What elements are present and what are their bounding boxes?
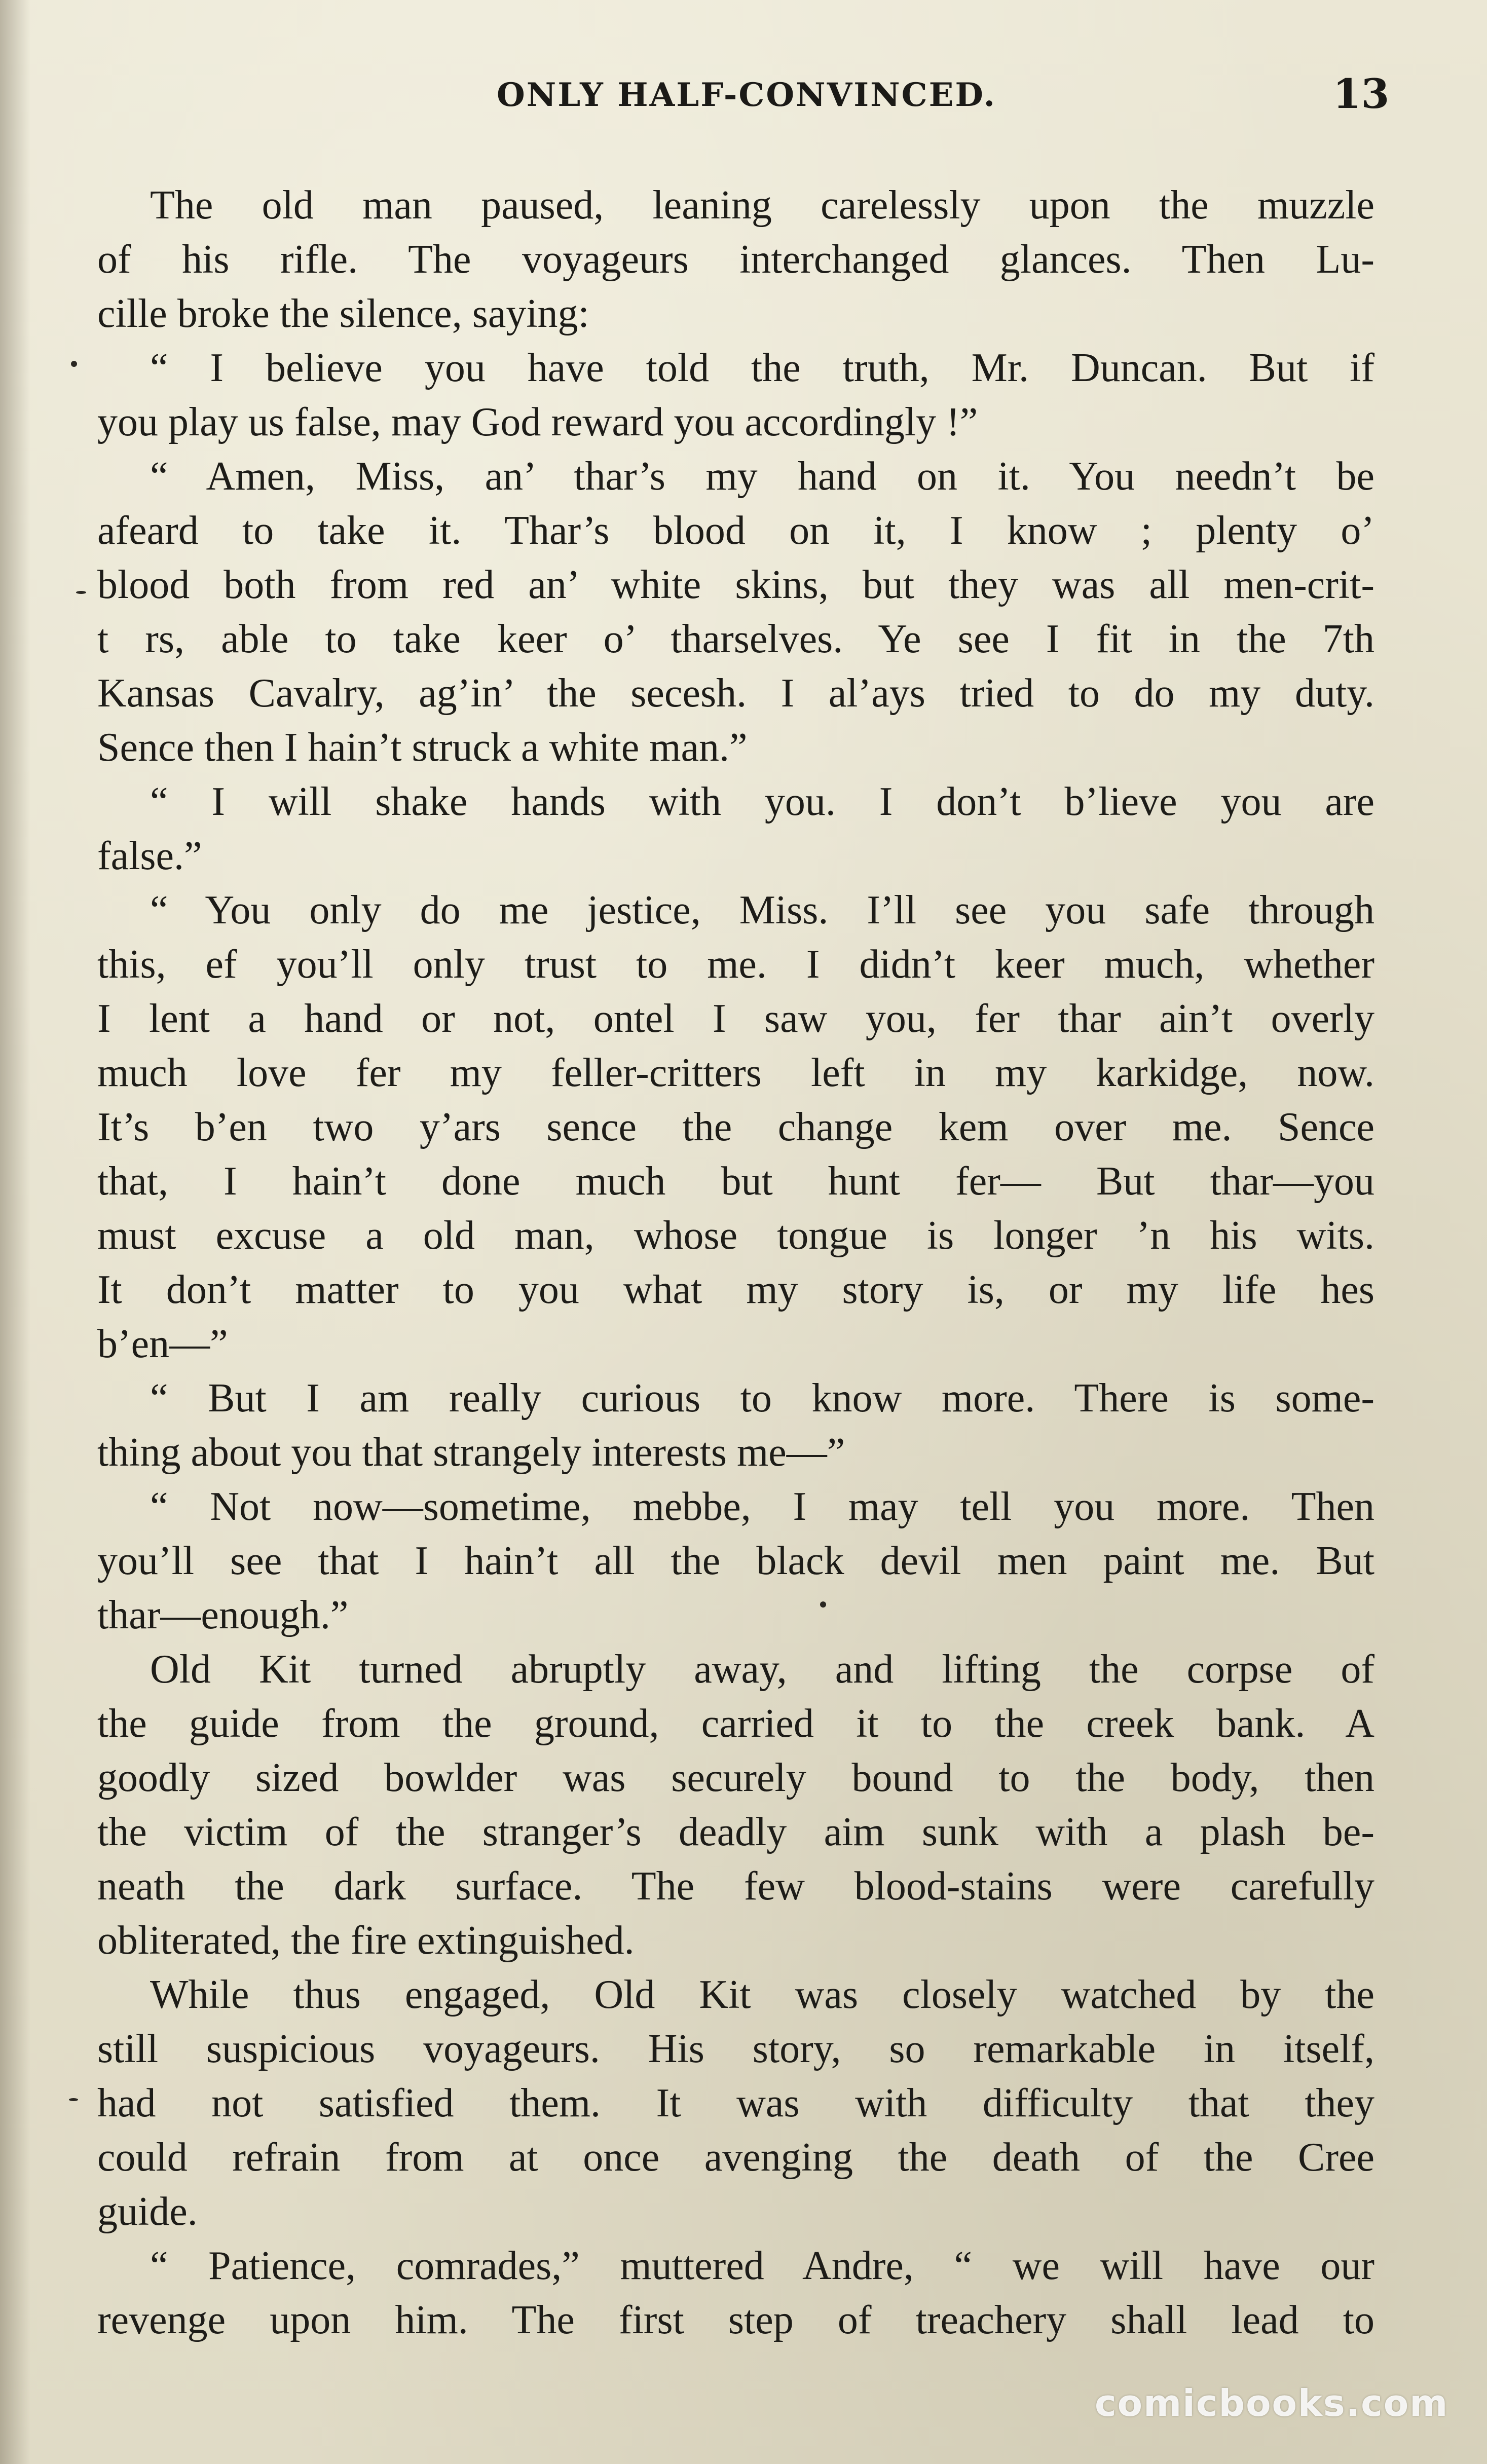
text-line: that, I hain’t done much but hunt fer— But thar—you <box>97 1159 1374 1204</box>
text-line: It’s b’en two y’ars sence the change kem over me. Sence <box>97 1105 1374 1149</box>
text-line: Kansas Cavalry, ag’in’ the secesh. I al’ays tried to do my duty. <box>97 671 1374 716</box>
text-line: Sence then I hain’t struck a white man.” <box>97 725 748 770</box>
text-line: revenge upon him. The first step of treachery shall lead to <box>97 2298 1374 2342</box>
page-edge-shadow <box>0 0 30 2464</box>
text-line: this, ef you’ll only trust to me. I didn’t keer much, whether <box>97 942 1374 987</box>
text-line: b’en—” <box>97 1322 228 1366</box>
text-line: The old man paused, leaning carelessly upon the muzzle <box>150 183 1374 228</box>
text-line: “ Patience, comrades,” muttered Andre, “ we will have our <box>150 2244 1374 2288</box>
text-line: “ Not now—sometime, mebbe, I may tell you more. Then <box>150 1484 1374 1529</box>
body-text <box>97 178 1374 2347</box>
text-line: you’ll see that I hain’t all the black devil men paint me. But <box>97 1539 1374 1583</box>
text-line: could refrain from at once avenging the death of the Cree <box>97 2135 1374 2180</box>
text-line: “ I will shake hands with you. I don’t b’lieve you are <box>150 779 1374 824</box>
text-line: the victim of the stranger’s deadly aim sunk with a plash be- <box>97 1810 1374 1854</box>
text-line: It don’t matter to you what my story is, or my life hes <box>97 1267 1374 1312</box>
text-line: thar—enough.” <box>97 1593 349 1637</box>
text-line: cille broke the silence, saying: <box>97 291 589 336</box>
ink-speck <box>76 591 86 594</box>
text-line: obliterated, the fire extinguished. <box>97 1918 635 1963</box>
text-line: must excuse a old man, whose tongue is longer ’n his wits. <box>97 1213 1374 1258</box>
text-line: “ I believe you have told the truth, Mr. Duncan. But if <box>150 346 1374 390</box>
text-line: neath the dark surface. The few blood-stains were carefully <box>97 1864 1374 1909</box>
ink-speck <box>69 2098 78 2101</box>
text-line: I lent a hand or not, ontel I saw you, fer thar ain’t overly <box>97 996 1374 1041</box>
text-line: “ But I am really curious to know more. There is some- <box>150 1376 1374 1421</box>
ink-speck <box>71 361 77 367</box>
ink-speck <box>820 1601 826 1608</box>
watermark: comicbooks.com <box>1095 2382 1449 2424</box>
text-line: much love fer my feller-critters left in my karkidge, now. <box>97 1051 1374 1095</box>
text-line: goodly sized bowlder was securely bound to the body, then <box>97 1756 1374 1800</box>
text-line: Old Kit turned abruptly away, and lifting the corpse of <box>150 1647 1374 1692</box>
text-line: guide. <box>97 2189 198 2234</box>
text-line: you play us false, may God reward you accordingly !” <box>97 400 978 444</box>
running-title: ONLY HALF-CONVINCED. <box>497 76 996 114</box>
text-line: the guide from the ground, carried it to the creek bank. A <box>97 1701 1374 1746</box>
text-line: false.” <box>97 834 202 878</box>
text-line: t rs, able to take keer o’ tharselves. Ye see I fit in the 7th <box>97 617 1374 661</box>
text-line: had not satisfied them. It was with difficulty that they <box>97 2081 1374 2125</box>
text-line: thing about you that strangely interests me—” <box>97 1430 845 1475</box>
page-number: 13 <box>1333 70 1390 118</box>
text-line: “ You only do me jestice, Miss. I’ll see you safe through <box>150 888 1374 932</box>
text-line: afeard to take it. Thar’s blood on it, I know ; plenty o’ <box>97 508 1374 553</box>
text-line: still suspicious voyageurs. His story, so remarkable in itself, <box>97 2027 1374 2071</box>
text-line: “ Amen, Miss, an’ thar’s my hand on it. You needn’t be <box>150 454 1374 499</box>
text-line: blood both from red an’ white skins, but they was all men-crit- <box>97 563 1374 607</box>
text-line: of his rifle. The voyageurs interchanged glances. Then Lu- <box>97 237 1374 282</box>
text-line: While thus engaged, Old Kit was closely watched by the <box>150 1972 1374 2017</box>
